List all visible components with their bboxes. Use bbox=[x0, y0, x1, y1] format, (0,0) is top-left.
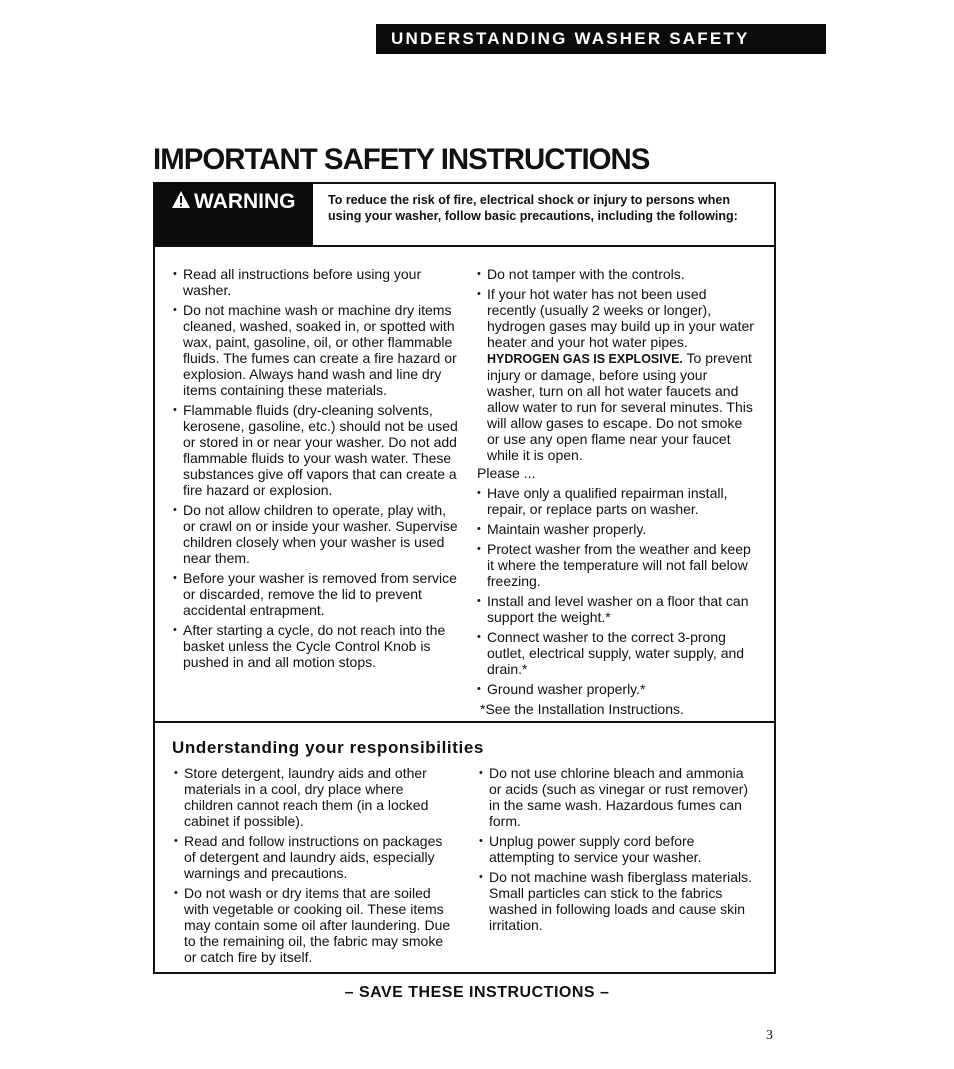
list-item: • Install and level washer on a floor that can support the weight.* bbox=[477, 593, 757, 625]
hydrogen-text: To prevent injury or damage, before using your washer, turn on all hot water faucets and allow water to run for several minutes. This will allow gases to escape. Do not smoke or use any open flame near your faucet while it is open. bbox=[487, 350, 753, 463]
list-item: • Store detergent, laundry aids and other materials in a cool, dry place where children cannot reach them (in a locked cabinet if possible). bbox=[174, 765, 454, 829]
list-item: • Do not tamper with the controls. bbox=[477, 266, 757, 282]
list-item: • Maintain washer properly. bbox=[477, 521, 757, 537]
page-number: 3 bbox=[766, 1028, 773, 1043]
responsibilities-right bbox=[479, 765, 754, 937]
list-item: • Do not machine wash fiberglass materials. Small particles can stick to the fabrics washed in following loads and cause skin irritation. bbox=[479, 869, 754, 933]
responsibilities-left bbox=[174, 765, 454, 969]
warning-text: To reduce the risk of fire, electrical shock or injury to persons when using your washer, follow basic precautions, including the following: bbox=[328, 193, 738, 223]
list-item: • Flammable fluids (dry-cleaning solvents, kerosene, gasoline, etc.) should not be used or stored in or near your washer. Do not add flammable fluids to your wash water. These substances give off vapors that can create a fire hazard or explosion. bbox=[173, 402, 458, 498]
list-item: • Do not allow children to operate, play with, or crawl on or inside your washer. Supervise children closely when your washer is used near them. bbox=[173, 502, 458, 566]
list-item: • Before your washer is removed from service or discarded, remove the lid to prevent accidental entrapment. bbox=[173, 570, 458, 618]
responsibilities-divider bbox=[153, 721, 776, 723]
list-item: • Have only a qualified repairman install, repair, or replace parts on washer. bbox=[477, 485, 757, 517]
hydrogen-intro: If your hot water has not been used recently (usually 2 weeks or longer), hydrogen gases may build up in your water heater and your hot water pipes. bbox=[487, 286, 754, 350]
warning-label-text: WARNING bbox=[194, 190, 296, 213]
section-header-bar bbox=[376, 24, 826, 54]
warning-divider bbox=[153, 245, 776, 247]
list-item bbox=[477, 286, 757, 463]
section-header-text: UNDERSTANDING WASHER SAFETY bbox=[391, 29, 750, 48]
list-item: • Do not machine wash or machine dry items cleaned, washed, soaked in, or spotted with wax, paint, gasoline, oil, or other flammable fluids. The fumes can create a fire hazard or explosion. Always hand wash and line dry items containing these materials. bbox=[173, 302, 458, 398]
list-item: • Read all instructions before using your washer. bbox=[173, 266, 458, 298]
save-instructions-line: – SAVE THESE INSTRUCTIONS – bbox=[344, 984, 610, 1001]
list-item: • After starting a cycle, do not reach into the basket unless the Cycle Control Knob is pushed in and all motion stops. bbox=[173, 622, 458, 670]
responsibilities-heading: Understanding your responsibilities bbox=[172, 738, 484, 757]
page-title: IMPORTANT SAFETY INSTRUCTIONS bbox=[153, 143, 650, 176]
please-label: Please ... bbox=[477, 465, 536, 481]
list-item: • Connect washer to the correct 3-prong outlet, electrical supply, water supply, and drain.* bbox=[477, 629, 757, 677]
left-instructions bbox=[173, 266, 458, 674]
list-item: • Unplug power supply cord before attempting to service your washer. bbox=[479, 833, 754, 865]
right-instructions bbox=[477, 266, 757, 721]
list-item: • Protect washer from the weather and keep it where the temperature will not fall below freezing. bbox=[477, 541, 757, 589]
installation-footnote: *See the Installation Instructions. bbox=[480, 701, 684, 717]
list-item: • Read and follow instructions on packages of detergent and laundry aids, especially warnings and precautions. bbox=[174, 833, 454, 881]
hydrogen-warning: HYDROGEN GAS IS EXPLOSIVE. bbox=[487, 352, 683, 366]
warning-label bbox=[153, 182, 313, 246]
warning-triangle-icon bbox=[171, 190, 191, 215]
list-item: • Do not use chlorine bleach and ammonia or acids (such as vinegar or rust remover) in the same wash. Hazardous fumes can form. bbox=[479, 765, 754, 829]
list-item: • Ground washer properly.* bbox=[477, 681, 757, 697]
list-item: • Do not wash or dry items that are soiled with vegetable or cooking oil. These items may contain some oil after laundering. Due to the remaining oil, the fabric may smoke or catch fire by itself. bbox=[174, 885, 454, 965]
